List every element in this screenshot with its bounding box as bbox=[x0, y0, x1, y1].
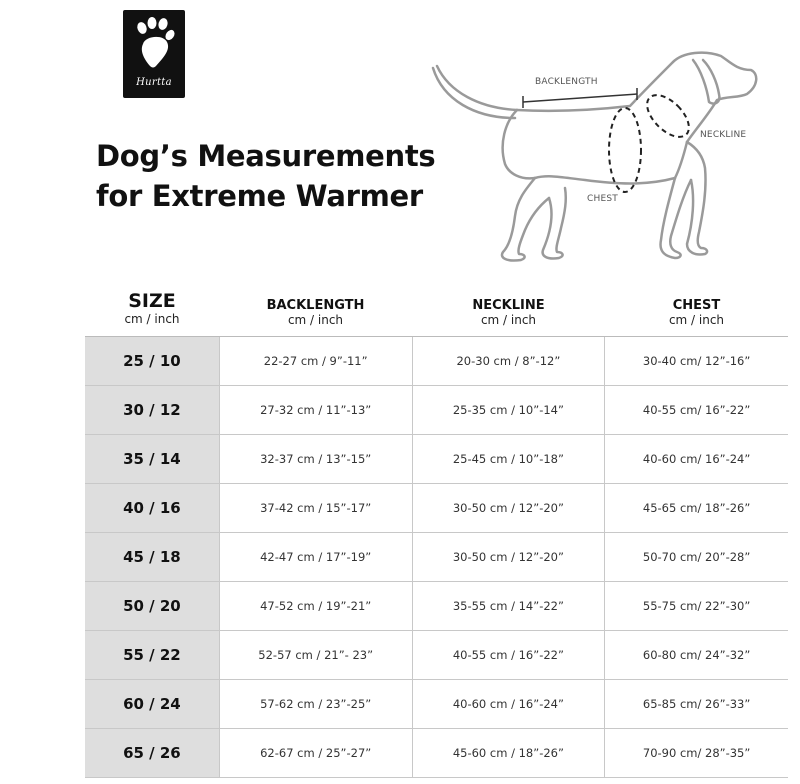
backlength-cell: 57-62 cm / 23”-25” bbox=[219, 680, 412, 728]
table-row bbox=[85, 631, 788, 680]
backlength-cell: 32-37 cm / 13”-15” bbox=[219, 435, 412, 483]
header-neckline-title: NECKLINE bbox=[472, 298, 545, 313]
backlength-cell: 62-67 cm / 25”-27” bbox=[219, 729, 412, 777]
table-row bbox=[85, 729, 788, 778]
title-line-2: for Extreme Warmer bbox=[96, 179, 423, 213]
backlength-cell: 52-57 cm / 21”- 23” bbox=[219, 631, 412, 679]
backlength-cell: 47-52 cm / 19”-21” bbox=[219, 582, 412, 630]
header-backlength-title: BACKLENGTH bbox=[266, 298, 365, 313]
chest-cell: 40-60 cm/ 16”-24” bbox=[604, 435, 788, 483]
header-chest bbox=[605, 298, 788, 327]
backlength-cell: 27-32 cm / 11”-13” bbox=[219, 386, 412, 434]
size-cell: 60 / 24 bbox=[85, 680, 219, 728]
header-neckline-unit: cm / inch bbox=[480, 313, 537, 327]
neckline-label: NECKLINE bbox=[700, 130, 747, 140]
neckline-cell: 40-60 cm / 16”-24” bbox=[412, 680, 605, 728]
header-size bbox=[85, 290, 219, 326]
neckline-cell: 30-50 cm / 12”-20” bbox=[412, 484, 605, 532]
size-cell: 35 / 14 bbox=[85, 435, 219, 483]
size-cell: 25 / 10 bbox=[85, 337, 219, 385]
backlength-cell: 42-47 cm / 17”-19” bbox=[219, 533, 412, 581]
header-backlength-unit: cm / inch bbox=[287, 313, 344, 327]
neckline-cell: 40-55 cm / 16”-22” bbox=[412, 631, 605, 679]
neckline-cell: 20-30 cm / 8”-12” bbox=[412, 337, 605, 385]
size-cell: 45 / 18 bbox=[85, 533, 219, 581]
chest-cell: 50-70 cm/ 20”-28” bbox=[604, 533, 788, 581]
size-cell: 50 / 20 bbox=[85, 582, 219, 630]
dog-measurement-diagram bbox=[425, 40, 765, 270]
logo-wordmark: Hurtta bbox=[136, 77, 172, 88]
brand-logo bbox=[123, 10, 185, 98]
neckline-cell: 25-45 cm / 10”-18” bbox=[412, 435, 605, 483]
neckline-cell: 25-35 cm / 10”-14” bbox=[412, 386, 605, 434]
header-neckline bbox=[412, 298, 605, 327]
size-cell: 55 / 22 bbox=[85, 631, 219, 679]
size-cell: 65 / 26 bbox=[85, 729, 219, 777]
neckline-cell: 30-50 cm / 12”-20” bbox=[412, 533, 605, 581]
title-line-1: Dog’s Measurements bbox=[96, 139, 436, 173]
backlength-label: BACKLENGTH bbox=[535, 77, 598, 87]
table-row bbox=[85, 533, 788, 582]
table-row bbox=[85, 582, 788, 631]
page-title bbox=[96, 136, 435, 216]
chest-cell: 55-75 cm/ 22”-30” bbox=[604, 582, 788, 630]
chest-cell: 70-90 cm/ 28”-35” bbox=[604, 729, 788, 777]
table-row bbox=[85, 386, 788, 435]
backlength-cell: 37-42 cm / 15”-17” bbox=[219, 484, 412, 532]
header-backlength bbox=[219, 298, 412, 327]
chest-cell: 40-55 cm/ 16”-22” bbox=[604, 386, 788, 434]
table-body bbox=[85, 336, 788, 778]
size-table bbox=[85, 280, 788, 778]
header-size-title: SIZE bbox=[128, 290, 176, 312]
table-header bbox=[85, 280, 788, 336]
neckline-cell: 45-60 cm / 18”-26” bbox=[412, 729, 605, 777]
neckline-cell: 35-55 cm / 14”-22” bbox=[412, 582, 605, 630]
chest-cell: 60-80 cm/ 24”-32” bbox=[604, 631, 788, 679]
backlength-cell: 22-27 cm / 9”-11” bbox=[219, 337, 412, 385]
chest-cell: 65-85 cm/ 26”-33” bbox=[604, 680, 788, 728]
table-row bbox=[85, 680, 788, 729]
header-size-unit: cm / inch bbox=[124, 312, 180, 326]
chest-cell: 30-40 cm/ 12”-16” bbox=[604, 337, 788, 385]
table-row bbox=[85, 435, 788, 484]
table-row bbox=[85, 337, 788, 386]
size-cell: 30 / 12 bbox=[85, 386, 219, 434]
paw-icon bbox=[123, 10, 185, 80]
chest-label: CHEST bbox=[587, 194, 618, 204]
table-row bbox=[85, 484, 788, 533]
size-cell: 40 / 16 bbox=[85, 484, 219, 532]
chest-cell: 45-65 cm/ 18”-26” bbox=[604, 484, 788, 532]
header-chest-unit: cm / inch bbox=[668, 313, 725, 327]
header-chest-title: CHEST bbox=[672, 298, 721, 313]
